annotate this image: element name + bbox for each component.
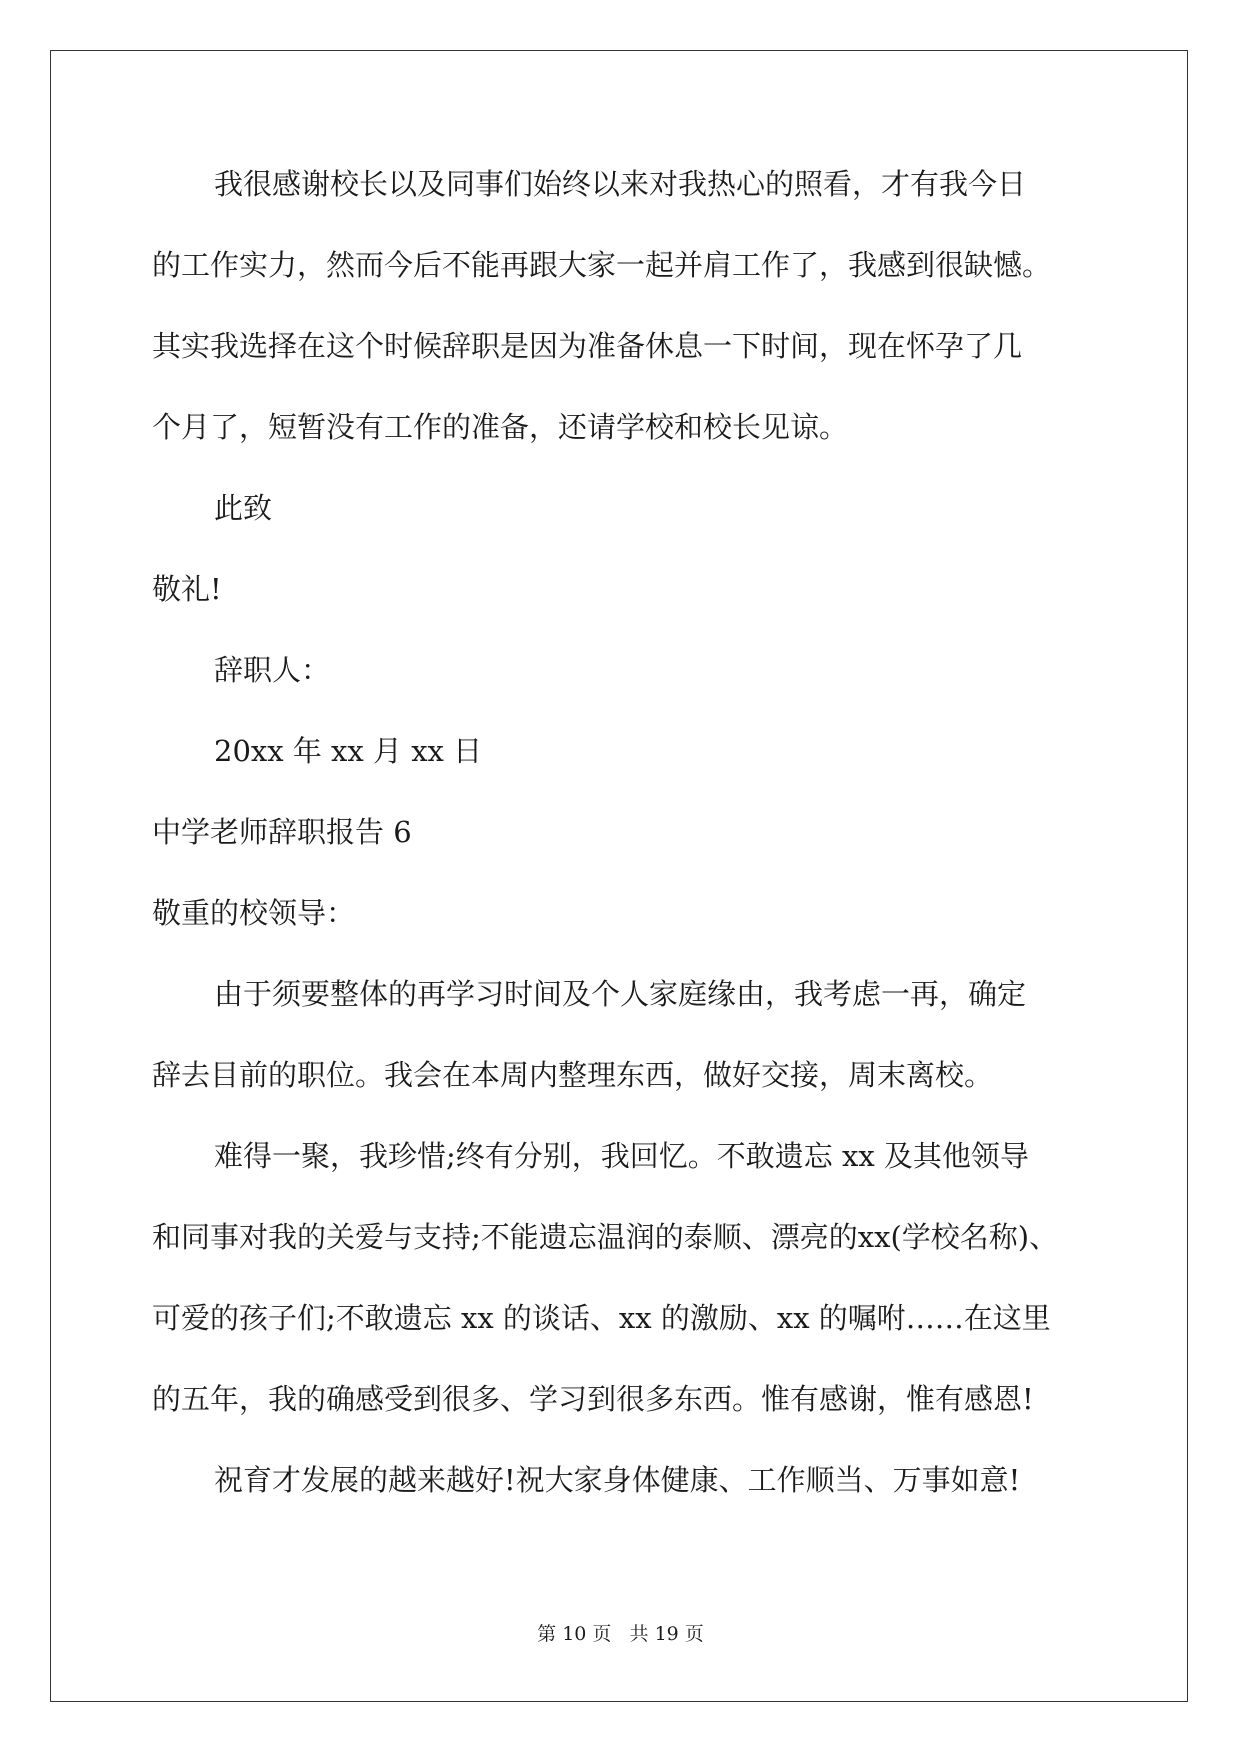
paragraph-line: 的工作实力，然而今后不能再跟大家一起并肩工作了，我感到很缺憾。 (152, 248, 1052, 282)
closing-regards: 敬礼! (152, 572, 222, 606)
paragraph-line: 其实我选择在这个时候辞职是因为准备休息一下时间，现在怀孕了几 (152, 329, 1023, 363)
signature-label: 辞职人： (214, 653, 331, 687)
paragraph-line: 辞去目前的职位。我会在本周内整理东西，做好交接，周末离校。 (152, 1058, 994, 1092)
greeting: 敬重的校领导： (152, 896, 356, 930)
paragraph-line: 和同事对我的关爱与支持;不能遗忘温润的泰顺、漂亮的xx(学校名称)、 (152, 1220, 1059, 1254)
paragraph-line: 我很感谢校长以及同事们始终以来对我热心的照看，才有我今日 (214, 167, 1027, 201)
page-number: 第 10 页 共 19 页 (537, 1623, 704, 1645)
paragraph-line: 可爱的孩子们;不敢遗忘 xx 的谈话、xx 的激励、xx 的嘱咐……在这里 (152, 1301, 1051, 1335)
paragraph-line: 祝育才发展的越来越好!祝大家身体健康、工作顺当、万事如意! (214, 1463, 1021, 1497)
section-title: 中学老师辞职报告 6 (152, 815, 412, 849)
date-line: 20xx 年 xx 月 xx 日 (214, 734, 483, 768)
paragraph-line: 难得一聚，我珍惜;终有分别，我回忆。不敢遗忘 xx 及其他领导 (214, 1139, 1029, 1173)
closing-salutation: 此致 (214, 491, 273, 525)
document-body (152, 164, 1092, 1541)
paragraph-line: 由于须要整体的再学习时间及个人家庭缘由，我考虑一再，确定 (214, 977, 1027, 1011)
paragraph-line: 个月了，短暂没有工作的准备，还请学校和校长见谅。 (152, 410, 849, 444)
paragraph-line: 的五年，我的确感受到很多、学习到很多东西。惟有感谢，惟有感恩! (152, 1382, 1034, 1416)
